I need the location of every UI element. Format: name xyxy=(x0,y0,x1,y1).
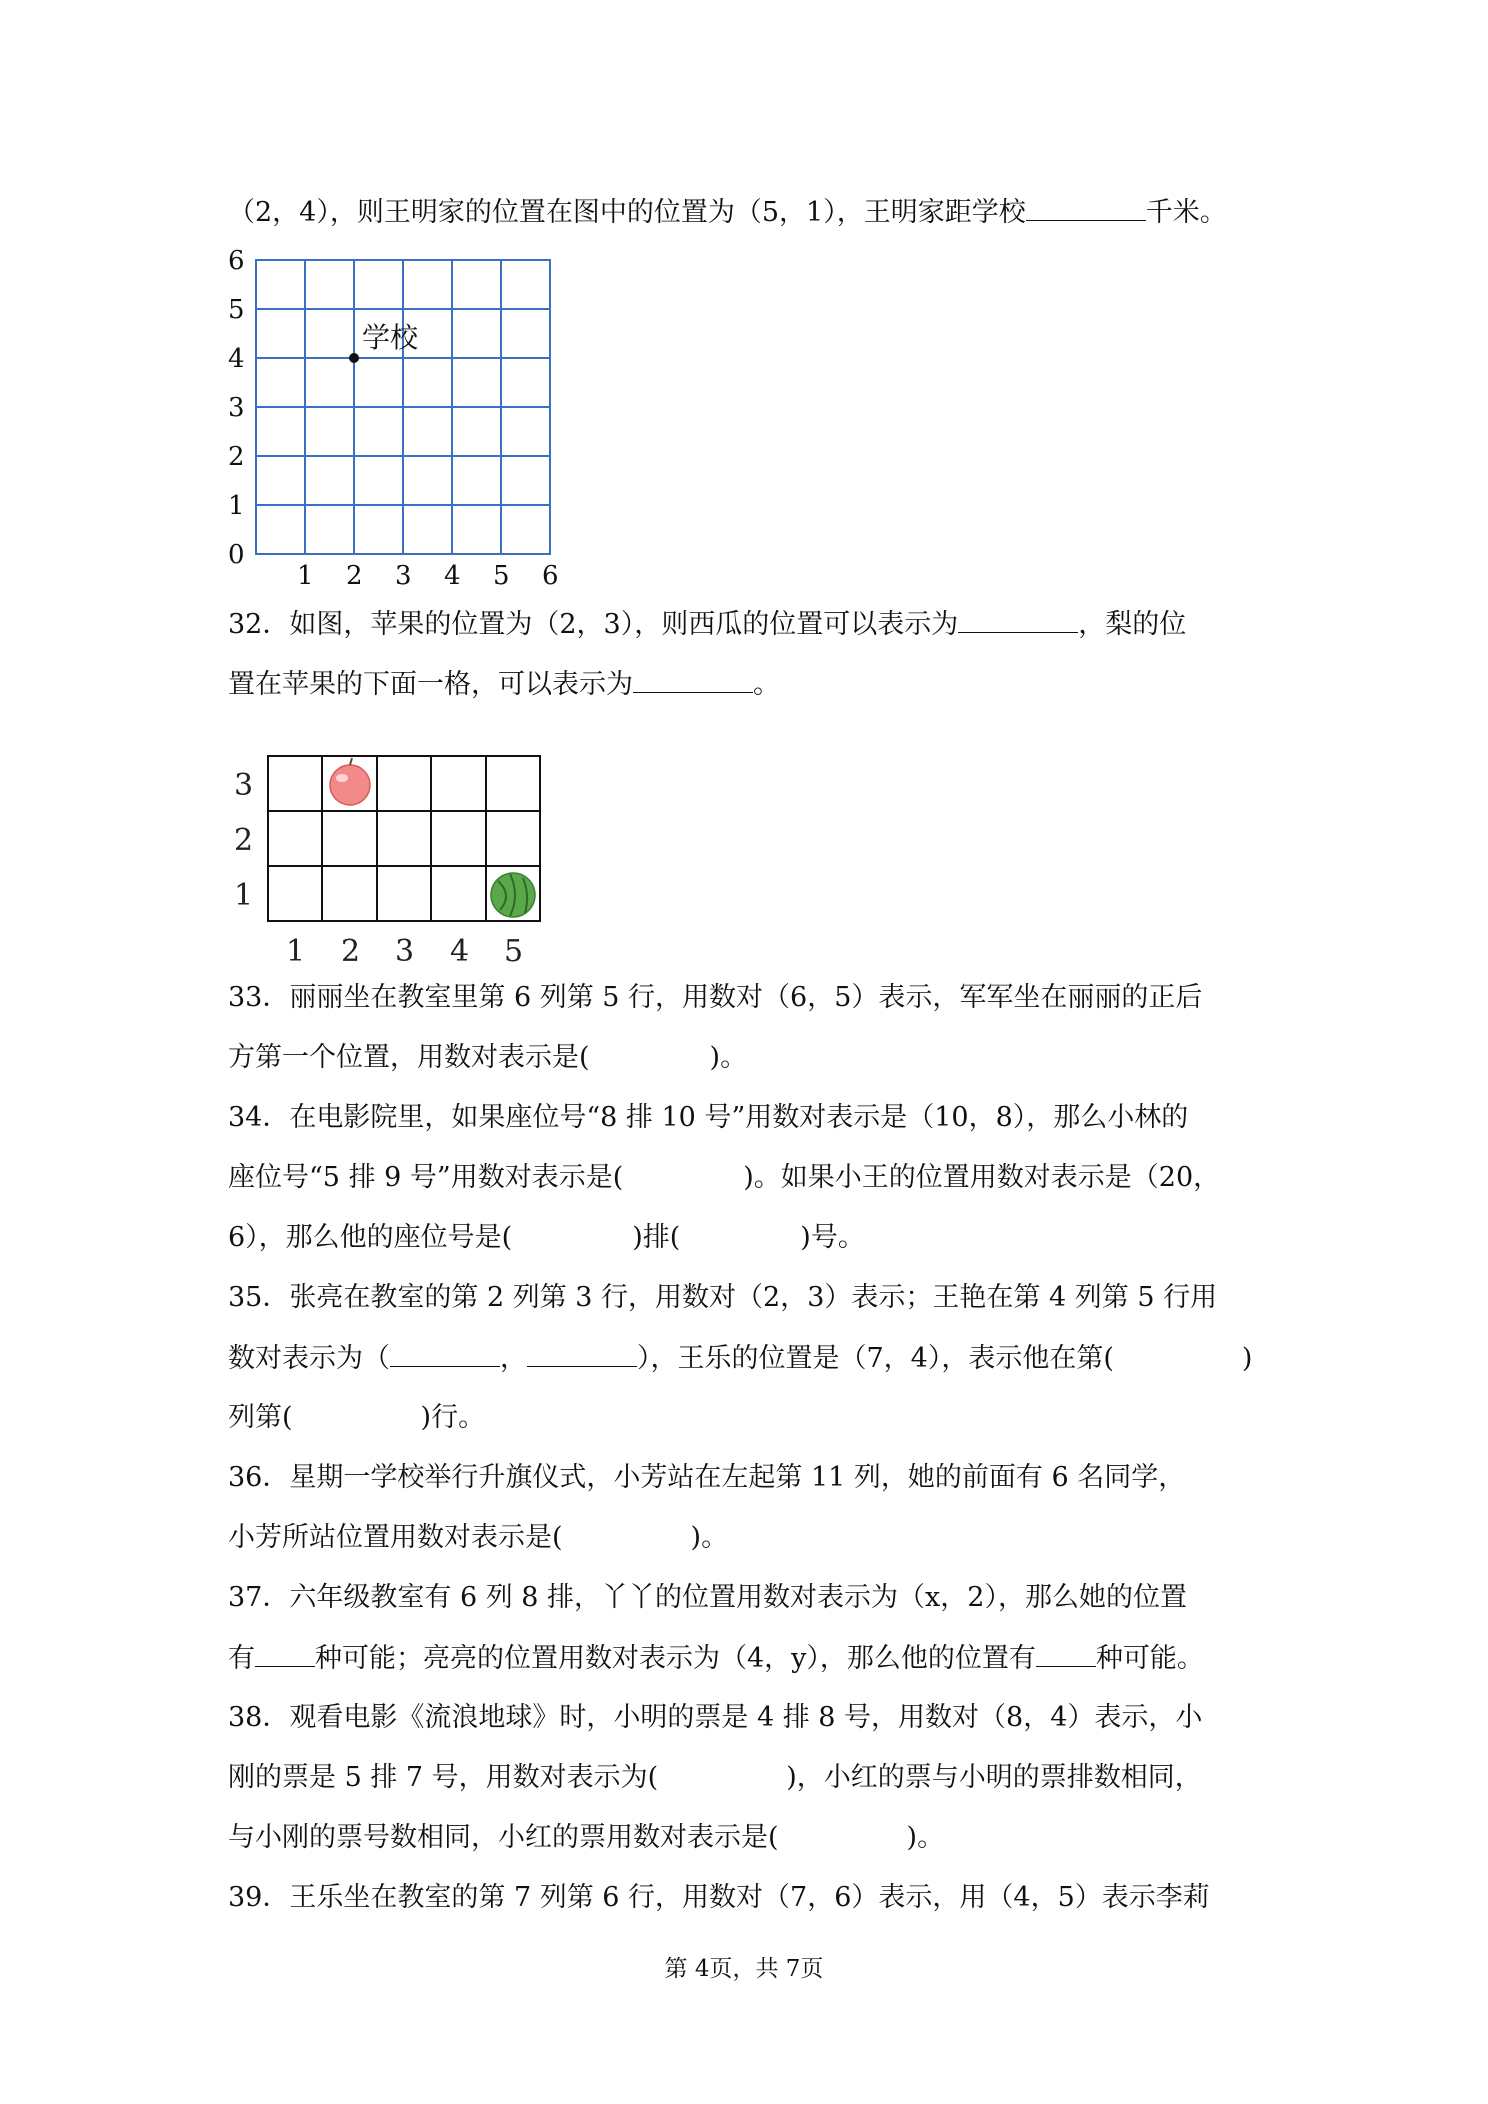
q38-line3 xyxy=(228,1818,944,1858)
q34-line2 xyxy=(228,1158,1220,1198)
q34-line3 xyxy=(228,1218,865,1258)
q32-text: 。 xyxy=(753,669,780,700)
q33-line1: 33．丽丽坐在教室里第 6 列第 5 行，用数对（6，5）表示，军军坐在丽丽的正后 xyxy=(228,982,1203,1013)
q37-text: 种可能。 xyxy=(1095,1643,1204,1674)
q35-line1: 35．张亮在教室的第 2 列第 3 行，用数对（2，3）表示；王艳在第 4 列第 5 行用 xyxy=(228,1282,1218,1313)
q35-text: ， xyxy=(500,1343,527,1374)
x-label: 3 xyxy=(395,561,412,588)
q38-text: 刚的票是 5 排 7 号，用数对表示为( xyxy=(228,1762,659,1793)
q33-line2 xyxy=(228,1038,747,1078)
school-label: 学校 xyxy=(362,321,419,354)
y-label: 3 xyxy=(228,393,245,423)
q37-text: 种可能；亮亮的位置用数对表示为（4，y），那么他的位置有 xyxy=(315,1643,1036,1674)
q33-text: )。 xyxy=(709,1042,748,1073)
y-label: 3 xyxy=(234,768,254,803)
q38-line1: 38．观看电影《流浪地球》时，小明的票是 4 排 8 号，用数对（8，4）表示，小 xyxy=(228,1702,1203,1733)
q32-line2 xyxy=(228,664,780,705)
answer-blank[interactable] xyxy=(633,664,753,693)
y-label: 1 xyxy=(228,491,245,521)
q31-coordinate-grid xyxy=(220,248,560,588)
x-label: 3 xyxy=(395,934,415,969)
watermelon-icon xyxy=(491,873,535,917)
y-label: 6 xyxy=(228,248,245,276)
answer-blank[interactable] xyxy=(1036,1638,1096,1667)
q35-text: ) xyxy=(1241,1343,1253,1374)
q38-text: )，小红的票与小明的票排数相同， xyxy=(786,1762,1202,1793)
answer-blank[interactable] xyxy=(958,604,1078,633)
x-label: 4 xyxy=(444,561,461,588)
x-label: 2 xyxy=(341,934,361,969)
apple-icon xyxy=(330,758,370,805)
q36-line2 xyxy=(228,1518,728,1558)
x-label: 6 xyxy=(542,561,559,588)
q32-fruit-grid xyxy=(228,748,558,978)
answer-blank[interactable] xyxy=(255,1638,315,1667)
q35-line3 xyxy=(228,1398,485,1438)
x-label: 4 xyxy=(450,934,470,969)
q31-text-end: 千米。 xyxy=(1145,197,1227,228)
q34-text: )排( xyxy=(632,1222,681,1253)
q32-text: 32．如图，苹果的位置为（2，3），则西瓜的位置可以表示为 xyxy=(228,609,959,640)
q35-text: )行。 xyxy=(420,1402,486,1433)
q35-line2 xyxy=(228,1338,1252,1379)
q36-text: )。 xyxy=(690,1522,729,1553)
y-label: 4 xyxy=(228,344,245,374)
q38-line2 xyxy=(228,1758,1202,1798)
q35-text: 数对表示为（ xyxy=(228,1343,390,1374)
q36-line1: 36．星期一学校举行升旗仪式，小芳站在左起第 11 列，她的前面有 6 名同学， xyxy=(228,1462,1186,1493)
school-point xyxy=(349,353,359,363)
q34-text: )。如果小王的位置用数对表示是（20， xyxy=(743,1162,1221,1193)
x-label: 1 xyxy=(286,934,306,969)
q34-text: 座位号“5 排 9 号”用数对表示是( xyxy=(228,1162,624,1193)
x-label: 5 xyxy=(493,561,510,588)
q34-line1: 34．在电影院里，如果座位号“8 排 10 号”用数对表示是（10，8），那么小林的 xyxy=(228,1102,1189,1133)
q37-text: 有 xyxy=(228,1643,255,1674)
q37-line1: 37．六年级教室有 6 列 8 排，丫丫的位置用数对表示为（x，2），那么她的位置 xyxy=(228,1582,1187,1613)
q37-line2 xyxy=(228,1638,1204,1679)
answer-blank[interactable] xyxy=(527,1338,637,1367)
y-label: 2 xyxy=(228,442,245,472)
q32-text: 置在苹果的下面一格，可以表示为 xyxy=(228,669,633,700)
answer-blank[interactable] xyxy=(390,1338,500,1367)
y-label: 2 xyxy=(234,823,254,858)
q33-text: 方第一个位置，用数对表示是( xyxy=(228,1042,590,1073)
x-label: 5 xyxy=(504,934,524,969)
page-footer: 第 4页，共 7页 xyxy=(664,1956,824,1982)
q31-text: （2，4），则王明家的位置在图中的位置为（5，1），王明家距学校 xyxy=(228,197,1026,228)
y-label: 1 xyxy=(234,878,254,913)
q34-text: 6），那么他的座位号是( xyxy=(228,1222,513,1253)
q32-line1 xyxy=(228,604,1186,645)
x-label: 1 xyxy=(297,561,314,588)
q31-line1 xyxy=(228,192,1227,233)
q32-text: ，梨的位 xyxy=(1078,609,1187,640)
q35-text: 列第( xyxy=(228,1402,293,1433)
q35-text: ），王乐的位置是（7，4），表示他在第( xyxy=(637,1343,1114,1374)
q38-text: 与小刚的票号数相同，小红的票用数对表示是( xyxy=(228,1822,779,1853)
y-label: 5 xyxy=(228,295,245,325)
q39-line1: 39．王乐坐在教室的第 7 列第 6 行，用数对（7，6）表示，用（4，5）表示李莉 xyxy=(228,1882,1210,1913)
q38-text: )。 xyxy=(906,1822,945,1853)
q36-text: 小芳所站位置用数对表示是( xyxy=(228,1522,563,1553)
y-label: 0 xyxy=(228,540,245,570)
q34-text: )号。 xyxy=(800,1222,865,1253)
answer-blank[interactable] xyxy=(1026,192,1146,221)
x-label: 2 xyxy=(346,561,363,588)
